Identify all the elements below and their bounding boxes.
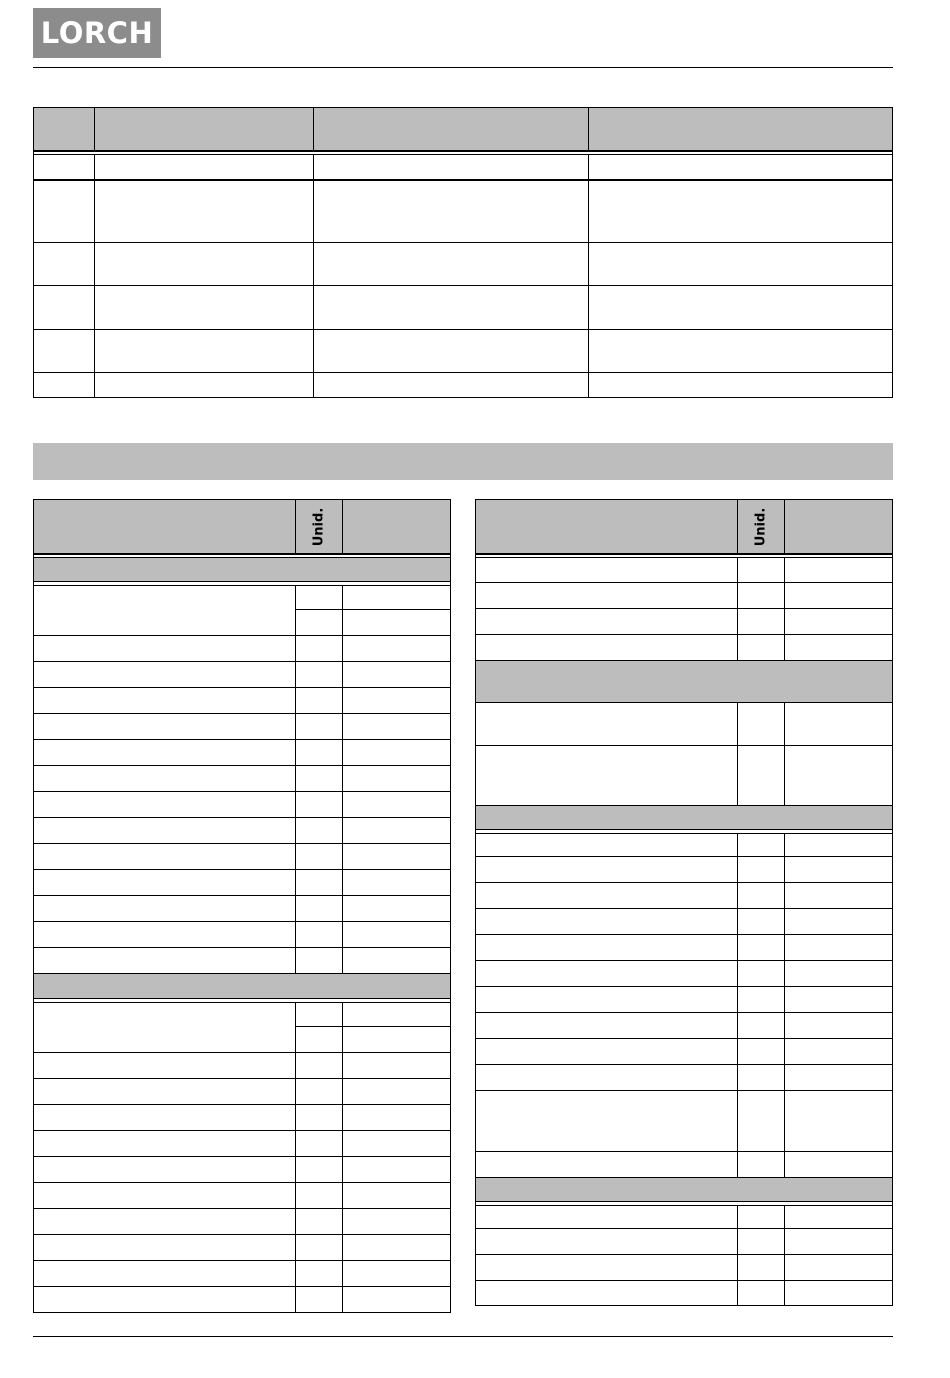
table-row (33, 1105, 451, 1131)
group-header (33, 974, 451, 999)
table-row (33, 1287, 451, 1313)
footer-divider (33, 1336, 893, 1337)
table-row (475, 961, 893, 987)
table-row (33, 373, 893, 398)
table-row (33, 1131, 451, 1157)
table-row (475, 909, 893, 935)
table-row (33, 155, 893, 180)
group-header (475, 661, 893, 703)
table-row (33, 1003, 451, 1053)
table-row (33, 180, 893, 243)
table-row (33, 844, 451, 870)
table-row (475, 1039, 893, 1065)
unit-column-header: Unid. (311, 507, 327, 546)
table-row (475, 746, 893, 806)
table-row (33, 286, 893, 330)
table-row (475, 1013, 893, 1039)
right-spec-table (475, 499, 893, 1306)
unit-column-header: Unid. (753, 507, 769, 546)
lorch-logo: LORCH (33, 8, 161, 58)
table-row (475, 935, 893, 961)
section-title-bar (33, 443, 893, 480)
table-row (475, 1229, 893, 1255)
left-spec-table (33, 499, 451, 1313)
table-row (475, 1281, 893, 1306)
table-row (475, 883, 893, 909)
table-row (33, 688, 451, 714)
table-row (33, 1183, 451, 1209)
table-row (33, 896, 451, 922)
table-row (33, 586, 451, 636)
table-row (33, 714, 451, 740)
top-table-header (33, 107, 893, 151)
table-row (33, 766, 451, 792)
table-row (475, 1206, 893, 1229)
table-row (475, 1065, 893, 1091)
top-table (33, 107, 893, 398)
table-row (33, 818, 451, 844)
table-row (33, 922, 451, 948)
group-header (475, 1178, 893, 1202)
group-header (33, 558, 451, 582)
table-row (475, 703, 893, 746)
right-table-header (475, 499, 893, 554)
header-divider (33, 67, 893, 68)
table-row (475, 987, 893, 1013)
table-row (33, 1053, 451, 1079)
table-row (33, 330, 893, 373)
table-row (33, 662, 451, 688)
table-row (33, 792, 451, 818)
table-row (33, 1079, 451, 1105)
table-row (33, 740, 451, 766)
table-row (33, 948, 451, 974)
table-row (475, 1255, 893, 1281)
table-row (475, 1152, 893, 1178)
table-row (33, 1157, 451, 1183)
left-table-header (33, 499, 451, 554)
table-row (475, 558, 893, 583)
table-row (475, 834, 893, 857)
table-row (33, 636, 451, 662)
table-row (475, 583, 893, 609)
table-row (33, 243, 893, 286)
table-row (475, 635, 893, 661)
table-row (475, 1091, 893, 1152)
group-header (475, 806, 893, 830)
table-row (33, 870, 451, 896)
table-row (33, 1261, 451, 1287)
table-row (475, 857, 893, 883)
table-row (33, 1235, 451, 1261)
table-row (33, 1209, 451, 1235)
table-row (475, 609, 893, 635)
